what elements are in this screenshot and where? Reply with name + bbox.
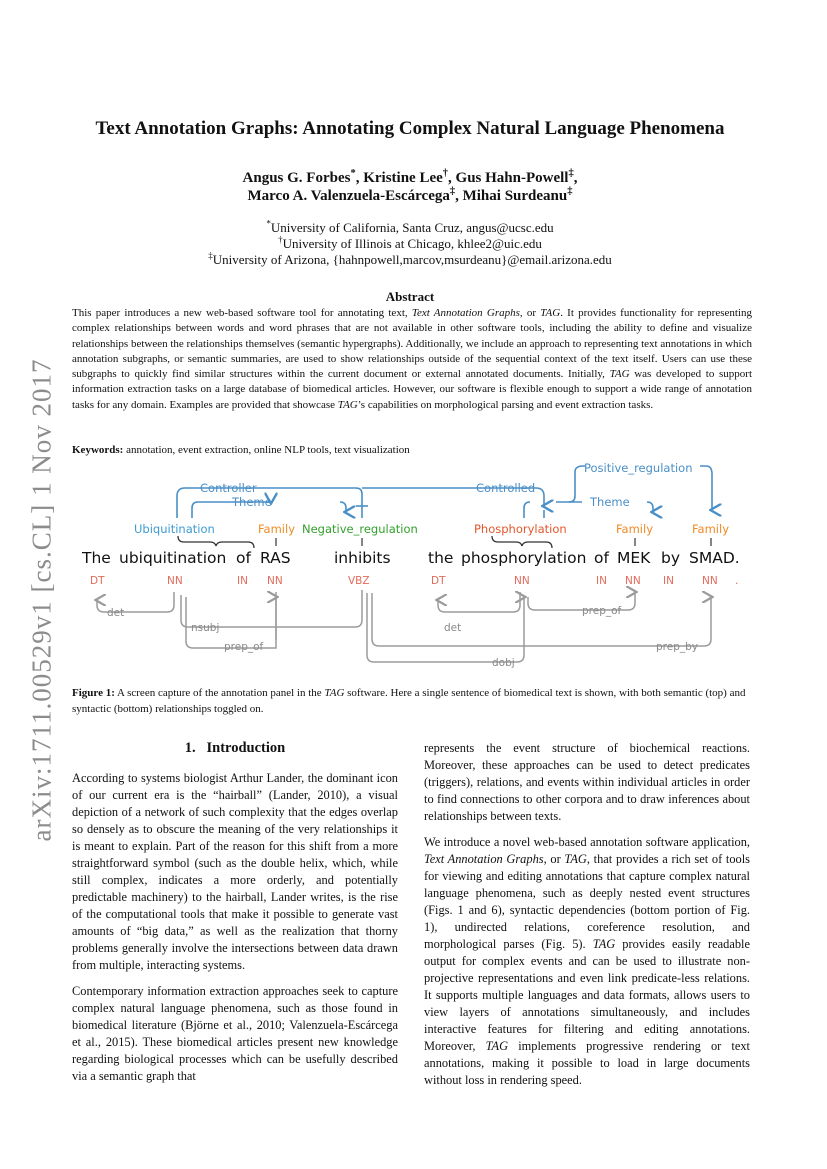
edge-theme-right xyxy=(647,502,653,512)
right-column xyxy=(424,740,750,1089)
pos-tag: VBZ xyxy=(348,575,370,587)
edge-det xyxy=(438,592,520,612)
author-name: Gus Hahn-Powell xyxy=(455,170,569,186)
pos-tag: IN xyxy=(237,575,248,587)
word: of xyxy=(594,549,609,567)
paper-title: Text Annotation Graphs: Annotating Complex Natural Language Phenomena xyxy=(95,118,725,139)
author-name: Marco A. Valenzuela-Escárcega xyxy=(247,188,450,204)
word: SMAD. xyxy=(689,549,740,567)
figure-caption: Figure 1: A screen capture of the annotation panel in the TAG software. Here a single sentence of biomedical text is shown, with both semantic (top) and syntactic (bottom) relationships toggled on. xyxy=(72,687,746,715)
word: by xyxy=(661,549,681,567)
edge-label-theme: Theme xyxy=(590,495,630,509)
edge-label-positive-regulation: Positive_regulation xyxy=(584,461,693,475)
word: RAS xyxy=(260,549,291,567)
paragraph: We introduce a novel web-based annotation software application, Text Annotation Graphs, or TAG, that provides a rich set of tools for viewing and editing annotations that capture complex natural language phenomena, such as deeply nested event structures (Figs. 1 and 6), syntactic dependencies (bottom portion of Fig. 1), undirected relations, coreference resolution, and morphological parses (Fig. 5). TAG provides easily readable output for complex events and can be used to illustrate non-projective representations and even link predicate-less relations. It supports multiple languages and data formats, allows users to view layers of annotations simultaneously, and includes interactive features for filtering and editing annotations. Moreover, TAG implements progressive rendering or text annotations, making it possible to load in large documents without loss in rendering speed. xyxy=(424,835,750,1087)
abstract-body: This paper introduces a new web-based software tool for annotating text, Text Annotation Graphs, or TAG. It provides functionality for representing complex relationships between words and word phrases that are not available in other software tools, including the ability to define and visualize relationships between the relationships themselves (semantic hypergraphs). Additionally, we include an approach to representing text annotations in which annotation subgraphs, or semantic summaries, are used to show relationships outside of the sequential context of the text itself. Users can use these subgraphs to quickly find similar structures within the current document or external annotated documents. Initially, TAG was developed to support information extraction tasks on a large database of biomedical articles. However, our software is flexible enough to support a wide range of annotation tasks for any domain. Examples are provided that showcase TAG’s capabilities on morphological parsing and event extraction tasks. xyxy=(72,307,752,411)
section-heading: 1. Introduction xyxy=(184,740,286,756)
dep-label: prep_by xyxy=(656,641,699,653)
phos-stub xyxy=(524,502,530,518)
affiliation: ‡University of Arizona, {hahnpowell,marcov,msurdeanu}@email.arizona.edu xyxy=(208,250,612,267)
keywords: Keywords: annotation, event extraction, online NLP tools, text visualization xyxy=(72,444,410,456)
posreg-stem xyxy=(569,492,575,502)
left-column xyxy=(72,770,398,1085)
pos-tag: DT xyxy=(431,575,446,587)
pos-tag: NN xyxy=(625,575,641,587)
span-bracket xyxy=(492,536,552,548)
edge-positive-regulation xyxy=(700,466,712,510)
word: the xyxy=(428,549,454,567)
edge-label-controlled: Controlled xyxy=(476,481,536,495)
span-bracket xyxy=(178,536,254,548)
label-negative-regulation: Negative_regulation xyxy=(302,522,418,536)
pos-tag: NN xyxy=(702,575,718,587)
pos-tag: IN xyxy=(596,575,607,587)
author-name: Angus G. Forbes xyxy=(242,170,351,186)
edge-prep-of-left xyxy=(186,592,276,648)
paragraph: represents the event structure of biochemical reactions. Moreover, these approaches can be used to detect predicates (triggers), relations, and events within individual articles in order to find connections to other corpora and to draw inferences about relationships between texts. xyxy=(424,741,750,823)
affiliation: *University of California, Santa Cruz, angus@ucsc.edu xyxy=(266,218,554,235)
dep-label: det xyxy=(107,607,125,619)
dep-label: prep_of xyxy=(582,605,622,617)
pos-tag: NN xyxy=(267,575,283,587)
label-ubiquitination: Ubiquitination xyxy=(134,522,215,536)
edge-prep-by xyxy=(372,593,711,646)
word: inhibits xyxy=(334,549,391,567)
dep-label: nsubj xyxy=(191,622,220,634)
arxiv-identifier: arXiv:1711.00529v1 [cs.CL] 1 Nov 2017 xyxy=(26,358,57,842)
label-family: Family xyxy=(692,522,730,536)
pos-tag: NN xyxy=(514,575,530,587)
pos-tag: DT xyxy=(90,575,105,587)
annotation-figure xyxy=(72,460,762,675)
paragraph: Contemporary information extraction approaches seek to capture complex natural language phenomena, such as those found in biomedical literature (Björne et al., 2010; Valenzuela-Escárcega et al., 2015). These biomedical articles present new knowledge regarding biological processes which can be usefully described via a semantic graph that xyxy=(72,984,398,1083)
author-name: Kristine Lee xyxy=(363,170,443,186)
author-line-1: Angus G. Forbes*, Kristine Lee†, Gus Hahn-Powell‡, xyxy=(242,168,578,186)
word: of xyxy=(236,549,251,567)
paragraph: According to systems biologist Arthur Lander, the dominant icon of our current era is the “hairball” (Lander, 2010), a visual depiction of a network of such complexity that the edges overlap so densely as to obscure the meaning of the very relationships it is meant to explain. Part of the reason for this shift from a more straightforward symbol (such as the double helix, which, while still complex, indicates a more orderly, and potentially predictable machinery) to the hairball, Lander writes, is the rise of the computational tools that make it possible to generate vast amounts of “big data,” as well as the realization that thorny problems generally involve the intersections between data drawn from multiple, interacting systems. xyxy=(72,771,398,972)
edge-theme-left-tail xyxy=(340,502,346,512)
word: MEK xyxy=(617,549,651,567)
abstract-heading: Abstract xyxy=(385,289,435,304)
author-line-2: Marco A. Valenzuela-Escárcega‡, Mihai Surdeanu‡ xyxy=(247,186,573,204)
label-family: Family xyxy=(616,522,654,536)
word: phosphorylation xyxy=(461,549,587,567)
author-name: Mihai Surdeanu xyxy=(462,188,568,204)
word: The xyxy=(82,549,111,567)
label-phosphorylation: Phosphorylation xyxy=(474,522,567,536)
affiliation: †University of Illinois at Chicago, khlee2@uic.edu xyxy=(278,234,542,251)
word: ubiquitination xyxy=(119,549,227,567)
edge-label-controller: Controller xyxy=(200,481,257,495)
dep-label: prep_of xyxy=(224,641,264,653)
pos-tag: IN xyxy=(663,575,674,587)
dep-label: dobj xyxy=(492,657,515,669)
edge-label-theme: Theme xyxy=(232,495,272,509)
dep-label: det xyxy=(444,622,462,634)
pos-tag: . xyxy=(735,575,739,587)
pos-tag: NN xyxy=(167,575,183,587)
label-family: Family xyxy=(258,522,296,536)
